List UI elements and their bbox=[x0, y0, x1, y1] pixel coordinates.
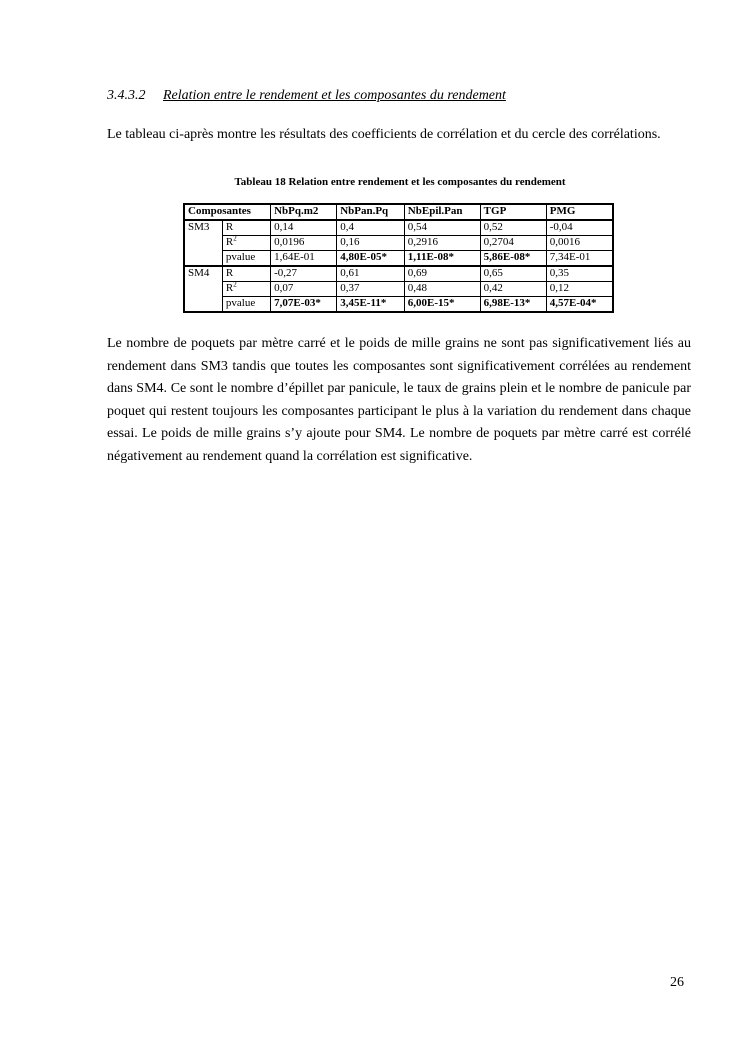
table-cell: 0,61 bbox=[337, 266, 405, 282]
table-cell: 0,14 bbox=[271, 220, 337, 236]
table-cell: 5,86E-08* bbox=[480, 251, 546, 267]
table-row bbox=[184, 282, 613, 297]
table-cell: 6,00E-15* bbox=[404, 297, 480, 313]
stat-name: R bbox=[225, 282, 234, 294]
stat-exponent: 2 bbox=[233, 234, 237, 243]
table-cell: 0,65 bbox=[480, 266, 546, 282]
section-number: 3.4.3.2 bbox=[107, 88, 146, 103]
stat-label bbox=[222, 251, 270, 267]
page-number: 26 bbox=[670, 975, 684, 990]
table-cell: 0,54 bbox=[404, 220, 480, 236]
table-cell: 0,35 bbox=[546, 266, 613, 282]
column-header: PMG bbox=[546, 204, 613, 220]
table-cell: 7,07E-03* bbox=[271, 297, 337, 313]
table-cell: 3,45E-11* bbox=[337, 297, 405, 313]
table-cell: 4,80E-05* bbox=[337, 251, 405, 267]
table-cell: 0,37 bbox=[337, 282, 405, 297]
table-cell: 0,07 bbox=[271, 282, 337, 297]
table-caption: Tableau 18 Relation entre rendement et les composantes du rendement bbox=[234, 176, 566, 188]
table-cell: 4,57E-04* bbox=[546, 297, 613, 313]
table-row bbox=[184, 266, 613, 282]
stat-label bbox=[222, 236, 270, 251]
table-row bbox=[184, 236, 613, 251]
stat-exponent: 2 bbox=[233, 280, 237, 289]
table-row bbox=[184, 297, 613, 313]
section-heading bbox=[107, 88, 506, 104]
stat-label bbox=[222, 282, 270, 297]
table-cell: 0,2704 bbox=[480, 236, 546, 251]
column-header: TGP bbox=[480, 204, 546, 220]
table-cell: -0,04 bbox=[546, 220, 613, 236]
table-cell: 0,0016 bbox=[546, 236, 613, 251]
stat-name: R bbox=[225, 267, 234, 279]
group-label: SM4 bbox=[184, 266, 222, 312]
table-cell: 0,12 bbox=[546, 282, 613, 297]
stat-label bbox=[222, 297, 270, 313]
stat-name: pvalue bbox=[225, 251, 256, 263]
table-cell: 0,69 bbox=[404, 266, 480, 282]
table-cell: 1,11E-08* bbox=[404, 251, 480, 267]
column-header: NbPan.Pq bbox=[337, 204, 405, 220]
table-cell: 6,98E-13* bbox=[480, 297, 546, 313]
table-cell: 0,42 bbox=[480, 282, 546, 297]
table-row bbox=[184, 251, 613, 267]
table-cell: 0,48 bbox=[404, 282, 480, 297]
stat-name: pvalue bbox=[225, 297, 256, 309]
table-header-row bbox=[184, 204, 613, 220]
table-row bbox=[184, 220, 613, 236]
stat-label bbox=[222, 266, 270, 282]
column-header: NbPq.m2 bbox=[271, 204, 337, 220]
intro-paragraph: Le tableau ci-après montre les résultats des coefficients de corrélation et du cercle des corrélations. bbox=[107, 127, 661, 142]
table-cell: -0,27 bbox=[271, 266, 337, 282]
stat-name: R bbox=[225, 221, 234, 233]
group-label: SM3 bbox=[184, 220, 222, 266]
table-cell: 0,4 bbox=[337, 220, 405, 236]
column-header: Composantes bbox=[184, 204, 271, 220]
table-cell: 0,2916 bbox=[404, 236, 480, 251]
discussion-paragraph: Le nombre de poquets par mètre carré et le poids de mille grains ne sont pas significativement liés au rendement dans SM3 tandis que toutes les composantes sont significativement corrélées au rendement dans SM4. Ce sont le nombre d’épillet par panicule, le taux de grains plein et le nombre de panicule par poquet qui restent toujours les composantes participant le plus à la variation du rendement dans chaque essai. Le poids de mille grains s’y ajoute pour SM4. Le nombre de poquets par mètre carré est corrélé négativement au rendement quand la corrélation est significative. bbox=[107, 336, 691, 464]
column-header: NbEpil.Pan bbox=[404, 204, 480, 220]
table-cell: 0,16 bbox=[337, 236, 405, 251]
correlation-table bbox=[183, 203, 614, 313]
section-title: Relation entre le rendement et les composantes du rendement bbox=[163, 88, 506, 103]
table-cell: 1,64E-01 bbox=[271, 251, 337, 267]
stat-label bbox=[222, 220, 270, 236]
table-cell: 7,34E-01 bbox=[546, 251, 613, 267]
table-cell: 0,52 bbox=[480, 220, 546, 236]
stat-name: R bbox=[225, 236, 234, 248]
table-cell: 0,0196 bbox=[271, 236, 337, 251]
